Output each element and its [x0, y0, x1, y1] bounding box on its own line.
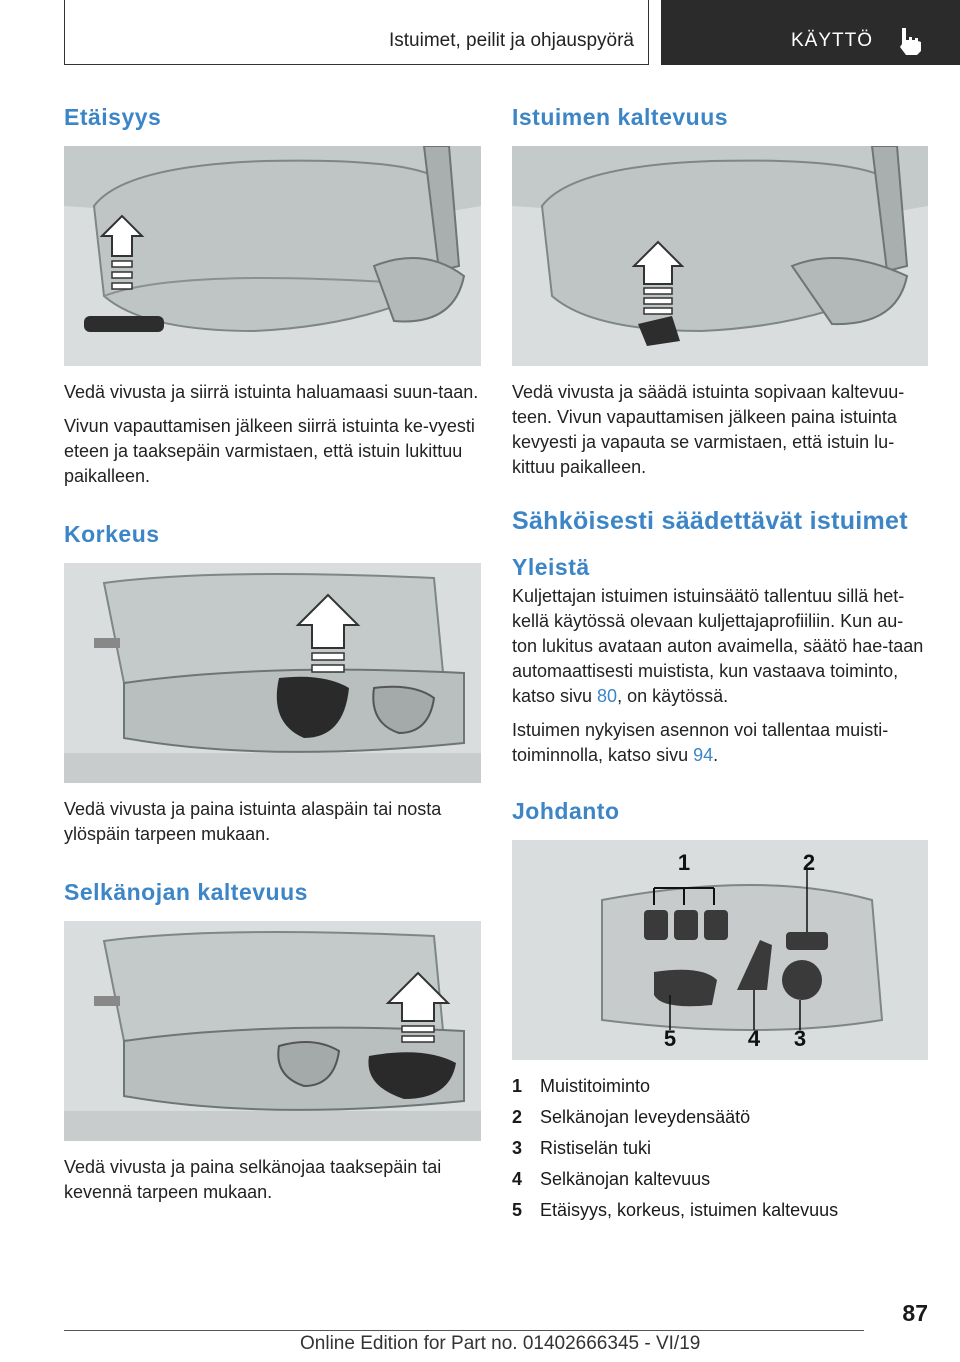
- heading-selkanojan-kaltevuus: Selkänojan kaltevuus: [64, 879, 308, 905]
- figure-seat-height: [64, 563, 481, 783]
- callout-5: 5: [663, 1026, 677, 1051]
- footer-edition: Online Edition for Part no. 01402666345 - VI/19: [300, 1333, 701, 1354]
- heading-johdanto: Johdanto: [512, 798, 620, 824]
- figure-seat-distance: [64, 146, 481, 366]
- right-column: [512, 100, 928, 1229]
- page-number: 87: [902, 1300, 928, 1326]
- paragraph-selkanojan-kaltevuus: Vedä vivusta ja paina selkänojaa taaksepäin tai kevennä tarpeen mukaan.: [64, 1157, 442, 1202]
- header-section-box: [64, 0, 649, 65]
- paragraph-korkeus: Vedä vivusta ja paina istuinta alaspäin tai nosta ylöspäin tarpeen mukaan.: [64, 799, 442, 844]
- callout-2: 2: [802, 850, 816, 875]
- legend-item: 4 Selkänojan kaltevuus: [512, 1169, 711, 1189]
- callout-1: 1: [677, 850, 691, 875]
- pointing-hand-icon: [893, 24, 927, 58]
- legend-item: 5 Etäisyys, korkeus, istuimen kaltevuus: [512, 1200, 839, 1220]
- legend-item: 1 Muistitoiminto: [512, 1076, 651, 1096]
- header-section-title: Istuimet, peilit ja ohjauspyörä: [388, 30, 634, 51]
- paragraph-yleista-2: Istuimen nykyisen asennon voi tallentaa muisti-toiminnolla, katso sivu 94.: [512, 720, 889, 765]
- heading-yleista: Yleistä: [512, 554, 590, 580]
- heading-istuimen-kaltevuus: Istuimen kaltevuus: [512, 104, 729, 130]
- heading-korkeus: Korkeus: [64, 521, 160, 547]
- legend-item: 3 Ristiselän tuki: [512, 1138, 652, 1158]
- left-column: [64, 100, 481, 1205]
- figure-backrest-tilt: [64, 921, 481, 1141]
- paragraph-yleista-1: Kuljettajan istuimen istuinsäätö tallentuu sillä het-kellä käytössä olevaan kuljettajaprofiiliin. Kun au-ton lukitus avataan auton avaimella, säätö hae-taan automaattisesti muistista, kun vastaava toiminto, katso sivu 80, on käytössä.: [512, 586, 924, 706]
- paragraph-etaisyys-1: Vedä vivusta ja siirrä istuinta haluamaasi suun-taan.: [64, 382, 479, 402]
- heading-sahkoisesti-saadettavat: Sähköisesti säädettävät istuimet: [512, 507, 908, 535]
- callout-3: 3: [793, 1026, 807, 1051]
- heading-etaisyys: Etäisyys: [64, 104, 162, 130]
- legend-list: [512, 1074, 928, 1223]
- callout-4: 4: [747, 1026, 761, 1051]
- chapter-tab[interactable]: [661, 0, 960, 65]
- paragraph-istuimen-kaltevuus: Vedä vivusta ja säädä istuinta sopivaan kaltevuu-teen. Vivun vapauttamisen jälkeen paina istuinta kevyesti ja vapauta se varmistaen, että istuin lu-kittuu paikalleen.: [512, 382, 905, 477]
- link-page-80[interactable]: 80: [597, 686, 618, 706]
- chapter-tab-label: KÄYTTÖ: [791, 30, 874, 51]
- paragraph-etaisyys-2: Vivun vapauttamisen jälkeen siirrä istuinta ke-vyesti eteen ja taaksepäin varmistaen, että istuin lukittuu paikalleen.: [64, 416, 475, 486]
- footer-rule: [64, 1330, 864, 1331]
- figure-seat-controls: [512, 840, 928, 1060]
- legend-item: 2 Selkänojan leveydensäätö: [512, 1107, 751, 1127]
- figure-seat-tilt: [512, 146, 928, 366]
- link-page-94[interactable]: 94: [693, 745, 714, 765]
